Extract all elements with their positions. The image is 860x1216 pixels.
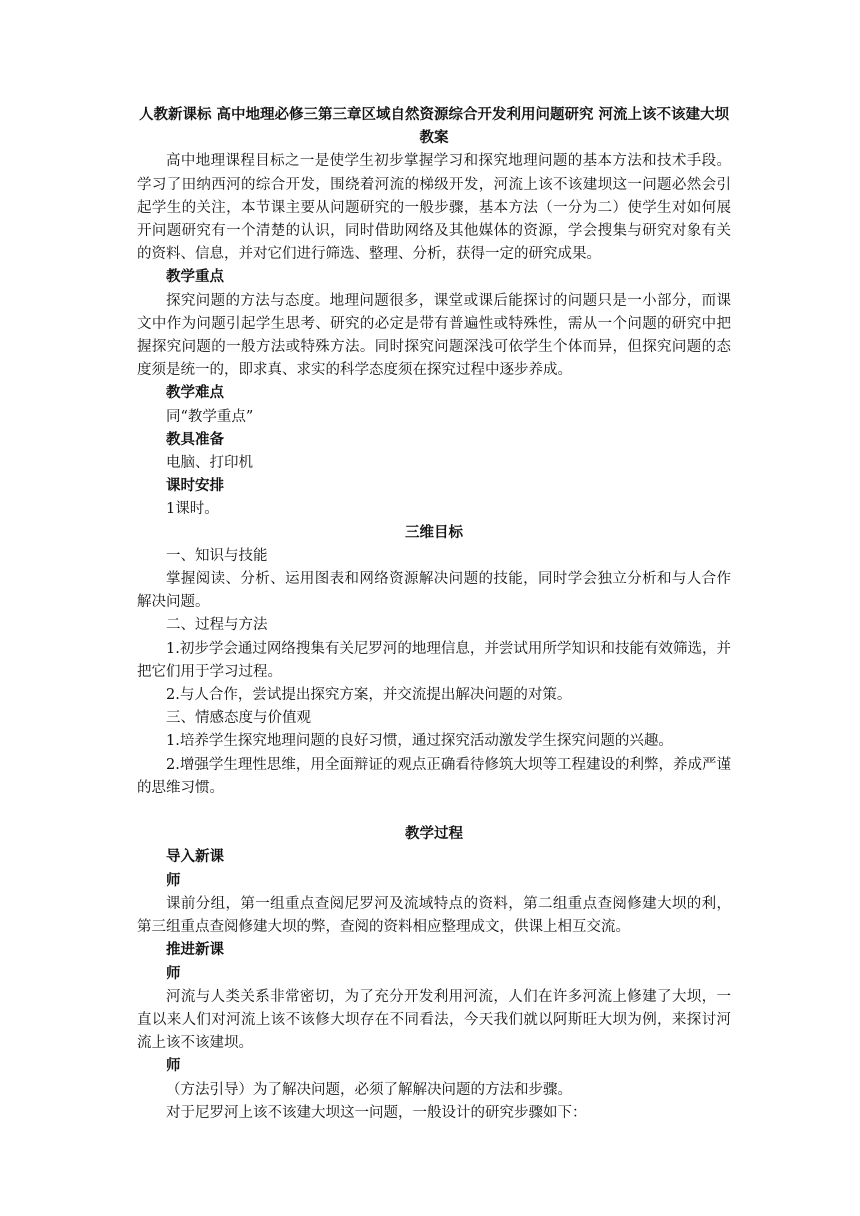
- new-lesson-text: 河流与人类关系非常密切，为了充分开发利用河流，人们在许多河流上修建了大坝，一直以来人们对河流上该不该修大坝存在不同看法，今天我们就以阿斯旺大坝为例，来探讨河流上该不该建坝。: [137, 988, 731, 1052]
- objective-section-2-item-1: 1.初步学会通过网络搜集有关尼罗河的地理信息，并尝试用所学知识和技能有效筛选，并把它们用于学习过程。: [137, 640, 731, 680]
- intro-lesson-heading: 导入新课: [166, 849, 224, 866]
- objective-section-2-title: 二、过程与方法: [166, 617, 268, 634]
- intro-lesson-text: 课前分组，第一组重点查阅尼罗河及流域特点的资料，第二组重点查阅修建大坝的利，第三组重点查阅修建大坝的弊，查阅的资料相应整理成文，供课上相互交流。: [137, 895, 731, 936]
- objective-section-3-item-2: 2.增强学生理性思维，用全面辩证的观点正确看待修筑大坝等工程建设的利弊，养成严谨的思维习惯。: [137, 756, 731, 796]
- new-lesson-heading: 推进新课: [166, 942, 224, 959]
- process-heading: 教学过程: [405, 826, 463, 843]
- research-steps-text: 对于尼罗河上该不该建大坝这一问题，一般设计的研究步骤如下：: [166, 1104, 587, 1121]
- difficulties-heading: 教学难点: [166, 385, 224, 402]
- intro-paragraph: 高中地理课程目标之一是使学生初步掌握学习和探究地理问题的基本方法和技术手段。学习了田纳西河的综合开发，围绕着河流的梯级开发，河流上该不该建坝这一问题必然会引起学生的关注，本节课主要从问题研究的一般步骤，基本方法（一分为二）使学生对如何展开问题研究有一个清楚的认识，同时借助网络及其他媒体的资源，学会搜集与研究对象有关的资料、信息，并对它们进行筛选、整理、分析，获得一定的研究成果。: [137, 153, 731, 263]
- document-page: [137, 104, 731, 1125]
- objective-section-3-item-1: 1.培养学生探究地理问题的良好习惯，通过探究活动激发学生探究问题的兴趣。: [166, 733, 673, 750]
- teacher-label-2: 师: [166, 965, 181, 982]
- teacher-label-1: 师: [166, 872, 181, 889]
- schedule-text: 1课时。: [166, 501, 219, 518]
- key-points-text: 探究问题的方法与态度。地理问题很多，课堂或课后能探讨的问题只是一小部分，而课文中作为问题引起学生思考、研究的必定是带有普遍性或特殊性，需从一个问题的研究中把握探究问题的一般方法或特殊方法。同时探究问题深浅可依学生个体而异，但探究问题的态度须是统一的，即求真、求实的科学态度须在探究过程中逐步养成。: [137, 292, 731, 379]
- difficulties-text: 同“教学重点”: [166, 408, 254, 425]
- section-spacer: [137, 800, 731, 823]
- tools-heading: 教具准备: [166, 431, 224, 448]
- objective-section-1-text: 掌握阅读、分析、运用图表和网络资源解决问题的技能，同时学会独立分析和与人合作解决问题。: [137, 571, 731, 611]
- document-title: 人教新课标 高中地理必修三第三章区域自然资源综合开发利用问题研究 河流上该不该建大坝 教案: [138, 107, 730, 147]
- key-points-heading: 教学重点: [166, 269, 224, 286]
- objective-section-3-title: 三、情感态度与价值观: [166, 710, 311, 727]
- objectives-heading: 三维目标: [405, 524, 463, 541]
- tools-text: 电脑、打印机: [166, 455, 253, 472]
- method-guidance-text: （方法引导）为了解决问题，必须了解解决问题的方法和步骤。: [166, 1081, 572, 1098]
- teacher-label-3: 师: [166, 1058, 181, 1075]
- schedule-heading: 课时安排: [166, 478, 224, 495]
- objective-section-2-item-2: 2.与人合作，尝试提出探究方案，并交流提出解决问题的对策。: [166, 687, 572, 704]
- objective-section-1-title: 一、知识与技能: [166, 547, 268, 564]
